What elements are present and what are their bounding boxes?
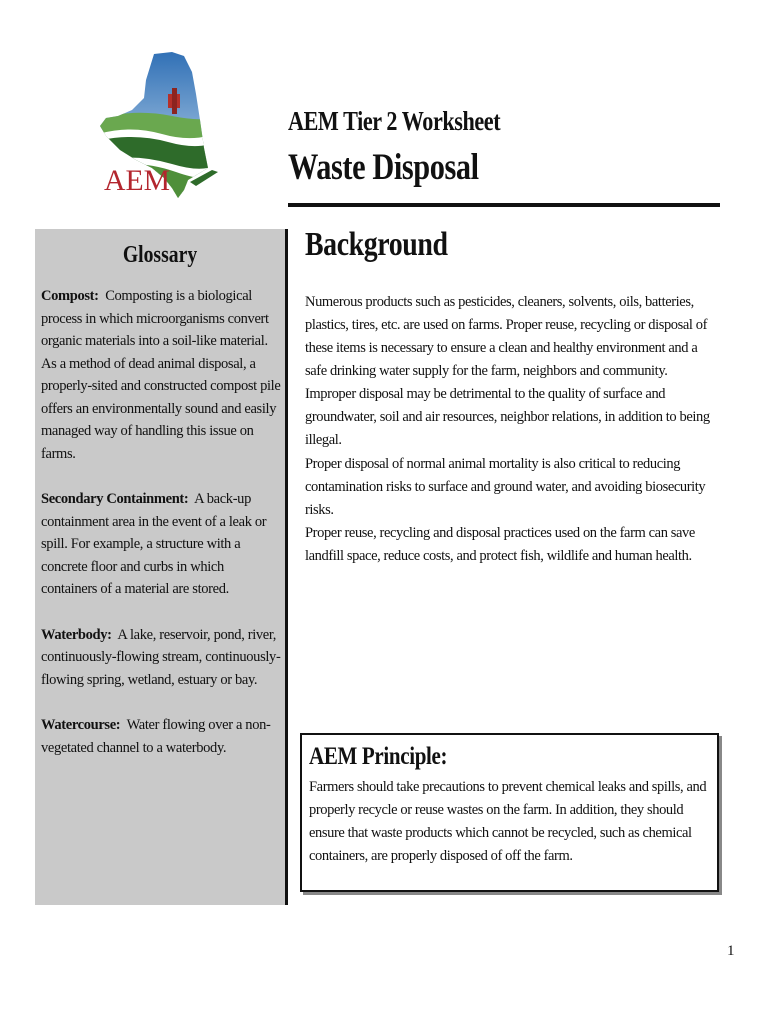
- glossary-entry-secondary-containment: [35, 488, 285, 601]
- glossary-definition: Composting is a biological process in which microorganisms convert organic materials into a soil-like material. As a method of dead animal disposal, a properly-sited and constructed compost pile offers an environmentally sound and easily managed way of handling this issue on farms.: [41, 288, 281, 462]
- glossary-definition: A lake, reservoir, pond, river, continuously-flowing stream, continuously-flowing spring, wetland, estuary or bay.: [41, 626, 281, 688]
- glossary-term: Compost:: [41, 288, 99, 304]
- glossary-panel: [35, 229, 288, 905]
- background-paragraph-1: Numerous products such as pesticides, cleaners, solvents, oils, batteries, plastics, tires, etc. are used on farms. Proper reuse, recycling or disposal of these items is necessary to ensure a clean and healthy environment and a safe drinking water supply for the farm, neighbors and community. Improper disposal may be detrimental to the quality of surface and groundwater, soil and air resources, neighbor relations, in addition to being illegal.: [305, 294, 710, 448]
- glossary-entry-watercourse: [35, 714, 285, 759]
- page-title: Waste Disposal: [288, 147, 479, 188]
- background-heading: Background: [305, 226, 448, 263]
- glossary-entry-compost: [35, 285, 285, 465]
- ny-state-farm-icon: [92, 50, 222, 202]
- glossary-term: Watercourse:: [41, 717, 121, 733]
- header-rule: [288, 203, 720, 207]
- aem-logo: [92, 50, 222, 202]
- glossary-term: Secondary Containment:: [41, 491, 189, 507]
- page-number: 1: [727, 943, 735, 959]
- logo-text: AEM: [104, 164, 170, 197]
- worksheet-subtitle: AEM Tier 2 Worksheet: [288, 106, 501, 136]
- background-paragraph-3: Proper reuse, recycling and disposal practices used on the farm can save landfill space, reduce costs, and protect fish, wildlife and human health.: [305, 525, 695, 564]
- aem-principle-box: [300, 733, 719, 892]
- glossary-entry-waterbody: [35, 624, 285, 692]
- background-paragraph-2: Proper disposal of normal animal mortality is also critical to reducing contamination risks to surface and ground water, and avoiding biosecurity risks.: [305, 456, 706, 518]
- glossary-definition: A back-up containment area in the event of a leak or spill. For example, a structure with a concrete floor and curbs in which containers of a material are stored.: [41, 491, 267, 597]
- glossary-title: Glossary: [122, 242, 198, 268]
- glossary-definition: Water flowing over a non-vegetated channel to a waterbody.: [41, 717, 271, 756]
- glossary-term: Waterbody:: [41, 626, 112, 643]
- principle-heading: AEM Principle:: [309, 743, 448, 770]
- principle-text: Farmers should take precautions to prevent chemical leaks and spills, and properly recycle or reuse wastes on the farm. In addition, they should ensure that waste products which cannot be recycled, such as chemical containers, are properly disposed of off the farm.: [309, 779, 707, 864]
